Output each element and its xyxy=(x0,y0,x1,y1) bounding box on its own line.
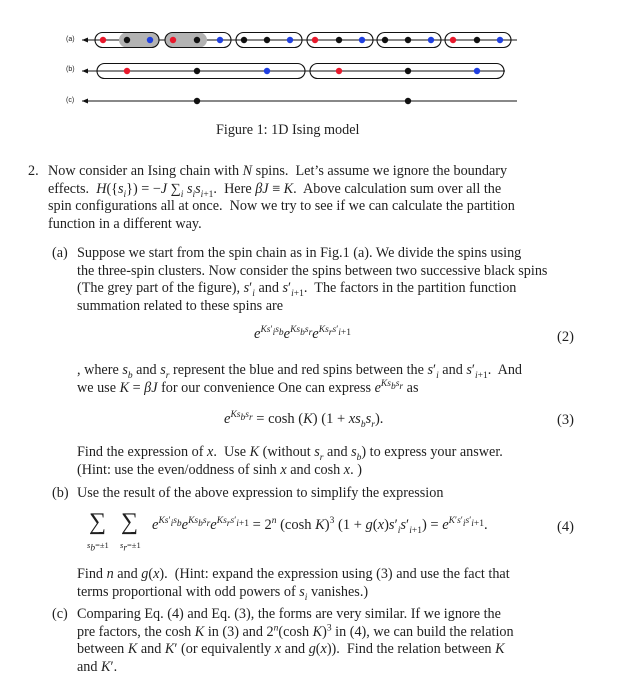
equation-4-number: (4) xyxy=(557,519,574,536)
part-b-label: (b) xyxy=(52,485,69,503)
row-label-c: (c) xyxy=(66,97,74,104)
ising-chain-diagram xyxy=(0,0,618,130)
intro-line-3: spin configurations all at once. Now we try to see if we can calculate the partition xyxy=(48,198,515,216)
part-a-line-1: Suppose we start from the spin chain as in Fig.1 (a). We divide the spins using xyxy=(77,245,521,263)
problem-number: 2. xyxy=(28,163,39,181)
equation-3-number: (3) xyxy=(557,412,574,429)
chain-row-c xyxy=(82,98,517,104)
part-c-line-2: pre factors, the cosh K in (3) and 2$^n$(cosh K)$^3$ in (4), we can build the relation xyxy=(77,624,514,642)
part-c-line-3: between K and K′ (or equivalently x and g(x)). Find the relation between K xyxy=(77,641,505,659)
chain-row-b xyxy=(82,64,505,79)
part-a-line-3: (The grey part of the figure), $s'_i$ and $s'_{i+1}$. The factors in the partition function xyxy=(77,280,516,298)
part-a-mid-line-2: we use K = βJ for our convenience One can express $e^{Ks_bs_r}$ as xyxy=(77,380,418,398)
sum-symbol-b: ∑ xyxy=(89,509,106,536)
part-a-mid-line-1: , where $s_b$ and $s_r$ represent the blue and red spins between the $s'_i$ and $s'_{i+1}$. And xyxy=(77,362,522,380)
part-a-tail-line-2: (Hint: use the even/oddness of sinh x and cosh x. ) xyxy=(77,462,362,480)
intro-line-2: effects. $H(\{s_i\}) = -J$ $\sum_i$ $s_is_{i+1}$. Here βJ ≡ K. Above calculation sum over all the xyxy=(48,181,501,199)
part-b-tail-line-1: Find n and g(x). (Hint: expand the expression using (3) and use the fact that xyxy=(77,566,510,584)
part-b-tail-line-2: terms proportional with odd powers of $s_i$ vanishes.) xyxy=(77,584,368,602)
equation-2-number: (2) xyxy=(557,329,574,346)
part-c-label: (c) xyxy=(52,606,68,624)
row-label-a: (a) xyxy=(66,36,75,43)
equation-2: $e^{Ks'_is_b}e^{Ks_bs_r}e^{Ks_rs'_{i+1}}$ xyxy=(254,326,351,343)
part-b-line: Use the result of the above expression to simplify the expression xyxy=(77,485,443,503)
part-a-tail-line-1: Find the expression of x. Use K (without $s_r$ and $s_b$) to express your answer. xyxy=(77,444,503,462)
row-label-b: (b) xyxy=(66,66,75,73)
part-a-label: (a) xyxy=(52,245,68,263)
equation-3: $e^{Ks_bs_r} = \cosh (K) (1 + xs_bs_r)$. xyxy=(224,411,383,428)
part-a-line-4: summation related to these spins are xyxy=(77,298,283,316)
figure-caption: Figure 1: 1D Ising model xyxy=(216,122,359,140)
intro-line-1: Now consider an Ising chain with N spins. Let’s assume we ignore the boundary xyxy=(48,163,507,181)
equation-4-body: $e^{Ks'_is_b}e^{Ks_bs_r}e^{Ks_rs'_{i+1}} = 2^n$ (cosh K)$^3$ $(1 + g(x)s'_is'_{i+1}) = e^{K's'_is'_{i+1}}$. xyxy=(152,517,488,534)
chain-row-a xyxy=(82,33,517,48)
sum-index-r: $s_r=\pm 1$ xyxy=(120,540,141,550)
sum-index-b: $s_b=\pm 1$ xyxy=(87,540,109,550)
intro-line-4: function in a different way. xyxy=(48,216,202,234)
part-a-line-2: the three-spin clusters. Now consider the spins between two successive black spins xyxy=(77,263,547,281)
part-c-line-1: Comparing Eq. (4) and Eq. (3), the forms are very similar. If we ignore the xyxy=(77,606,501,624)
part-c-line-4: and K′. xyxy=(77,659,117,676)
sum-symbol-r: ∑ xyxy=(121,509,138,536)
